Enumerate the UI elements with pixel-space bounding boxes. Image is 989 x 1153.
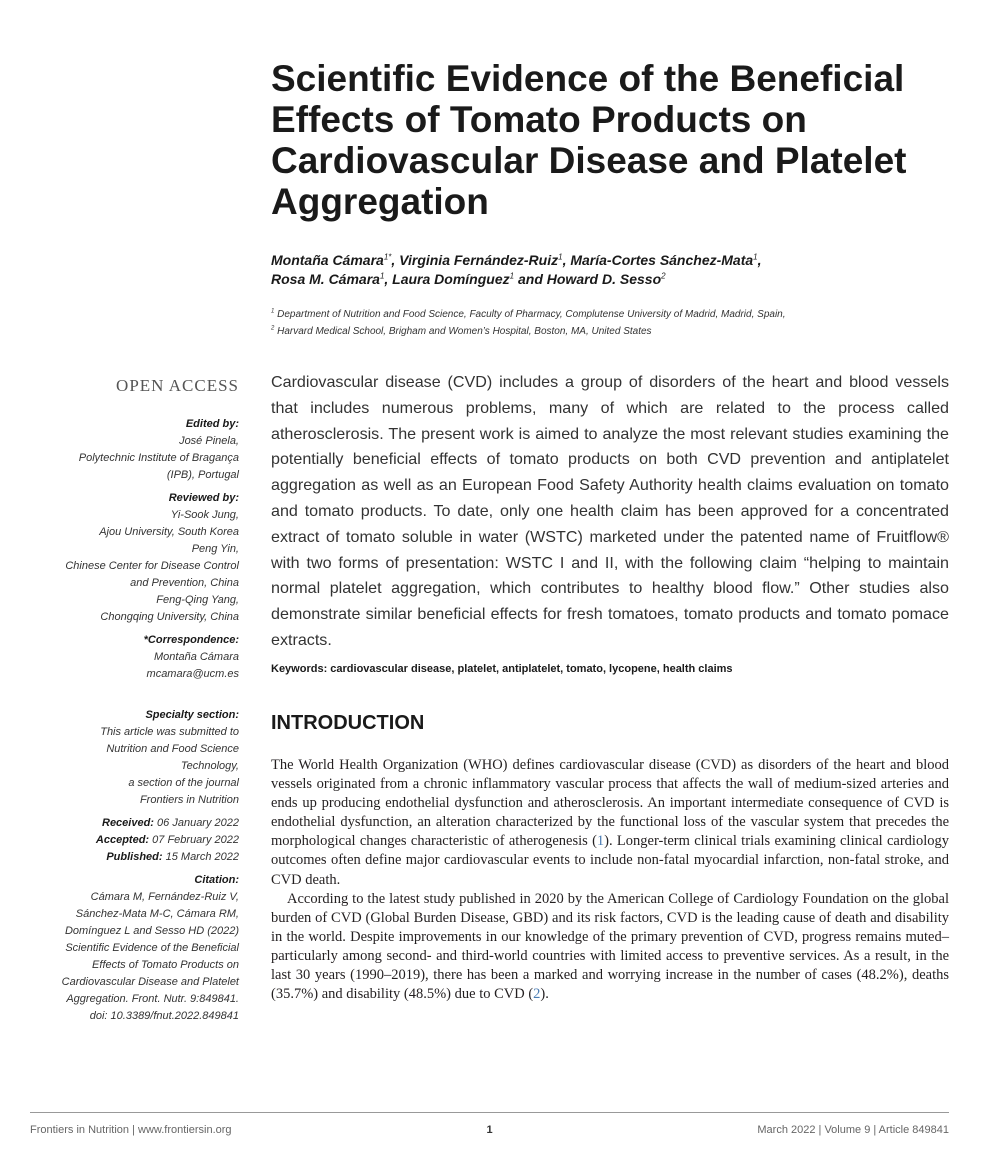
title-line: Cardiovascular Disease and Platelet [271, 140, 907, 181]
citation-link[interactable]: 1 [596, 833, 605, 850]
received-value: 06 January 2022 [157, 817, 239, 829]
citation-label: Citation: [194, 874, 239, 886]
page-footer [30, 1122, 949, 1138]
specialty-line: Technology, [180, 760, 239, 772]
footer-divider [30, 1112, 949, 1113]
footer-issue: March 2022 | Volume 9 | Article 849841 [757, 1124, 949, 1136]
body-text [271, 756, 949, 1004]
reviewer-name: Feng-Qing Yang, [156, 594, 239, 606]
affiliation-mark: 1 [271, 308, 275, 315]
reviewer-affiliation: Ajou University, South Korea [99, 526, 239, 538]
citation-line: Scientific Evidence of the Beneficial [65, 942, 239, 954]
open-access-label: OPEN ACCESS [116, 376, 239, 395]
citation-block [30, 872, 239, 1025]
section-heading-introduction: INTRODUCTION [271, 712, 425, 734]
published-value: 15 March 2022 [165, 851, 239, 863]
author-line: Montaña Cámara$^{1*}$, Virginia Fernández-Ruiz$^1$, María-Cortes Sánchez-Mata$^1$, [271, 252, 762, 268]
specialty-line: Frontiers in Nutrition [139, 794, 239, 806]
author-affil-mark: 1 [753, 252, 758, 262]
reviewer-name: Peng Yin, [191, 543, 239, 555]
author-affil-mark: 1 [558, 252, 563, 262]
correspondence-name: Montaña Cámara [154, 651, 239, 663]
author-list [271, 251, 961, 289]
paragraph-text: ). Longer-term clinical trials examining clinical cardiology outcomes often define major cardiovascular events to include non-fatal myocardial infarction, non-fatal stroke, and CVD death. [271, 833, 949, 888]
affiliation-mark: 2 [271, 325, 275, 332]
author-affil-mark: 2 [661, 271, 666, 281]
author-name: Howard D. Sesso [546, 271, 662, 287]
citation-line: Sánchez-Mata M-C, Cámara RM, [75, 908, 239, 920]
author-name: Rosa M. Cámara [271, 271, 380, 287]
specialty-label: Specialty section: [145, 709, 239, 721]
citation-link[interactable]: 2 [533, 986, 541, 1003]
edited-by-label: Edited by: [185, 418, 239, 430]
citation-line: Cardiovascular Disease and Platelet [61, 976, 239, 988]
author-name: Virginia Fernández-Ruiz [399, 252, 559, 268]
author-affil-mark: 1 [509, 271, 515, 281]
author-affil-mark: 1 [379, 271, 385, 281]
paragraph-text: The World Health Organization (WHO) defines cardiovascular disease (CVD) as disorders of the heart and blood vessels originated from a chronic inflammatory vascular process that affects the wall of medium-sized arteries and ends up producing endothelial dysfunction and atherosclerosis. An important intermediate consequence of CVD is endothelial dysfunction, an alteration characterized by the functional loss of the vascular system that precedes the morphological changes characteristic of atherogenesis ( [271, 757, 949, 850]
article-title [271, 58, 961, 222]
reviewer-affiliation: and Prevention, China [130, 577, 239, 589]
affiliation [271, 323, 961, 340]
specialty-block [30, 707, 239, 809]
affiliation-text: Harvard Medical School, Brigham and Women’s Hospital, Boston, MA, United States [277, 326, 652, 337]
accepted-date [30, 832, 239, 849]
citation-line: Domínguez L and Sesso HD (2022) [64, 925, 239, 937]
footer-journal[interactable]: Frontiers in Nutrition | www.frontiersin.org [30, 1124, 232, 1136]
abstract: Cardiovascular disease (CVD) includes a group of disorders of the heart and blood vessels that includes numerous problems, many of which are related to the process called atherosclerosis. The present work is aimed to analyze the most relevant studies examining the potentially beneficial effects of tomato products on both CVD prevention and antiplatelet aggregation as well as an European Food Safety Authority health claims evaluation on tomato and tomato products. To date, only one health claim has been approved for a concentrated extract of tomato soluble in water (WSTC) marketed under the patented name of Fruitflow® with two forms of presentation: WSTC I and II, with the following claim “helping to maintain normal platelet aggregation, which contributes to healthy blood flow.” Other studies also demonstrate similar beneficial effects for fresh tomatoes, tomato products and tomato pomace extracts. [271, 373, 949, 649]
reviewed-by-label: Reviewed by: [168, 492, 239, 504]
affiliation-text: Department of Nutrition and Food Science, Faculty of Pharmacy, Complutense University of Madrid, Madrid, Spain, [277, 309, 786, 320]
published-label: Published: [106, 851, 163, 863]
specialty-line: Nutrition and Food Science [106, 743, 239, 755]
author-name: María-Cortes Sánchez-Mata [570, 252, 754, 268]
author-name: Laura Domínguez [392, 271, 510, 287]
accepted-value: 07 February 2022 [152, 834, 239, 846]
reviewer-affiliation: Chinese Center for Disease Control [65, 560, 239, 572]
paragraph-text: ). [540, 986, 549, 1003]
specialty-line: This article was submitted to [100, 726, 239, 738]
dates-block [30, 815, 239, 866]
title-line: Aggregation [271, 181, 489, 222]
paragraph [271, 756, 949, 890]
author-affil-mark: 1* [383, 252, 392, 262]
reviewer-affiliation: Chongqing University, China [100, 611, 239, 623]
specialty-line: a section of the journal [128, 777, 239, 789]
reviewer-name: Yi-Sook Jung, [170, 509, 239, 521]
affiliation [271, 306, 961, 323]
editor-affiliation: Polytechnic Institute of Bragança [78, 452, 239, 464]
article-info-sidebar [30, 376, 239, 1031]
citation-doi[interactable]: doi: 10.3389/fnut.2022.849841 [89, 1010, 239, 1022]
author-name: Montaña Cámara [271, 252, 384, 268]
keywords: Keywords: cardiovascular disease, platelet, antiplatelet, tomato, lycopene, health claims [271, 663, 733, 675]
title-line: Scientific Evidence of the Beneficial [271, 58, 905, 99]
editor-name: José Pinela, [179, 435, 239, 447]
citation-line: Cámara M, Fernández-Ruiz V, [90, 891, 239, 903]
correspondence-block [30, 632, 239, 683]
citation-line: Effects of Tomato Products on [92, 959, 239, 971]
title-line: Effects of Tomato Products on [271, 99, 807, 140]
editor-affiliation: (IPB), Portugal [166, 469, 239, 481]
correspondence-email[interactable]: mcamara@ucm.es [146, 668, 239, 680]
correspondence-label: *Correspondence: [143, 634, 239, 646]
citation-line: Aggregation. Front. Nutr. 9:849841. [66, 993, 239, 1005]
received-label: Received: [102, 817, 154, 829]
paragraph [271, 890, 949, 1005]
received-date [30, 815, 239, 832]
accepted-label: Accepted: [95, 834, 150, 846]
affiliations [271, 306, 961, 340]
published-date [30, 849, 239, 866]
page-number: 1 [486, 1124, 493, 1136]
paragraph-text: According to the latest study published in 2020 by the American College of Cardiology Foundation on the global burden of CVD (Global Burden Disease, GBD) and its risk factors, CVD is the leading cause of death and disability in the world. Despite improvements in our knowledge of the primary prevention of CVD, progress remains muted–particularly among second- and third-world countries with limited access to preventive services. As a result, in the last 30 years (1990–2019), there has been a marked and worrying increase in the number of cases (48.2%), deaths (35.7%) and disability (48.5%) due to CVD ( [271, 890, 949, 1003]
author-line: Rosa M. Cámara$^1$, Laura Domínguez$^1$ and Howard D. Sesso$^2$ [271, 271, 666, 287]
editor-block [30, 416, 239, 484]
reviewers-block [30, 490, 239, 626]
